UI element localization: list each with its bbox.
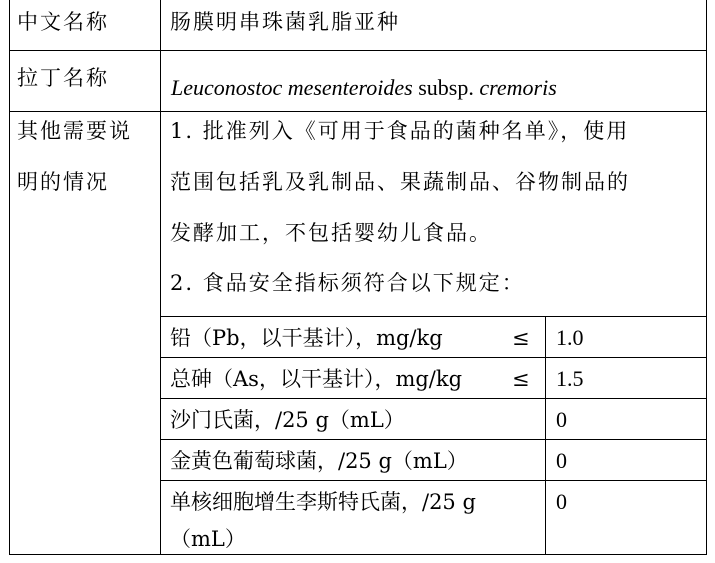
indicator-name-line2: （mL） xyxy=(170,527,246,551)
row-label-chinese-name: 中文名称 xyxy=(17,10,109,34)
indicator-value: 0 xyxy=(556,448,567,473)
latin-variety: cremoris xyxy=(479,75,557,100)
indicator-operator: ≤ xyxy=(512,326,530,350)
row-divider xyxy=(9,111,707,112)
indicator-row-divider xyxy=(160,439,707,440)
row-label-other-line1: 其他需要说 xyxy=(17,119,132,143)
indicator-table-top xyxy=(160,316,707,317)
latin-name-value xyxy=(171,76,557,100)
indicator-name: 总砷（As，以干基计），mg/kg xyxy=(170,367,463,391)
note-para2: 2. 食品安全指标须符合以下规定： xyxy=(170,271,525,295)
indicator-name: 铅（Pb，以干基计），mg/kg xyxy=(170,326,443,350)
latin-genus-species: Leuconostoc mesenteroides xyxy=(171,75,413,100)
indicator-value: 0 xyxy=(556,407,567,432)
indicator-row-divider xyxy=(160,357,707,358)
row-label-other-line2: 明的情况 xyxy=(17,170,109,194)
indicator-row-divider xyxy=(160,398,707,399)
indicator-name: 金黄色葡萄球菌，/25 g（mL） xyxy=(170,449,468,473)
indicator-operator: ≤ xyxy=(512,367,530,391)
indicator-name-line1: 单核细胞增生李斯特氏菌，/25 g xyxy=(170,490,476,514)
row-divider xyxy=(9,50,707,51)
indicator-value: 1.5 xyxy=(556,366,584,391)
latin-subsp: subsp. xyxy=(418,75,474,100)
chinese-name-value: 肠膜明串珠菌乳脂亚种 xyxy=(170,10,400,34)
indicator-value-divider xyxy=(545,316,546,555)
indicator-value: 1.0 xyxy=(556,325,584,350)
row-label-latin-name: 拉丁名称 xyxy=(17,66,109,90)
indicator-value: 0 xyxy=(556,489,567,514)
note-para1-line3: 发酵加工，不包括婴幼儿食品。 xyxy=(170,221,492,245)
indicator-name: 沙门氏菌，/25 g（mL） xyxy=(170,408,405,432)
note-para1-line1: 1. 批准列入《可用于食品的菌种名单》，使用 xyxy=(170,119,630,143)
column-divider xyxy=(160,0,161,555)
note-para1-line2: 范围包括乳及乳制品、果蔬制品、谷物制品的 xyxy=(170,170,630,194)
indicator-row-divider xyxy=(160,480,707,481)
